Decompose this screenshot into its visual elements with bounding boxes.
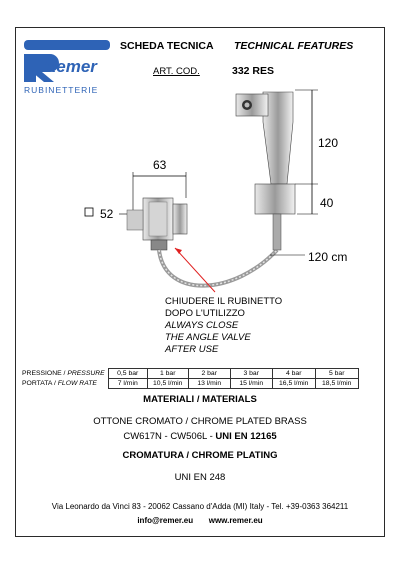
dim-head: 120 [318,136,339,150]
flow-cell: 18,5 l/min [315,379,358,389]
flow-cell: 10,5 l/min [147,379,188,389]
footer-website[interactable]: www.remer.eu [208,516,263,525]
footer-contacts [15,516,385,525]
footer-address: Via Leonardo da Vinci 83 - 20062 Cassano d'Adda (MI) Italy - Tel. +39-0363 364211 [51,502,349,511]
art-code-value: 332 RES [232,65,275,77]
flow-cell: 16,5 l/min [272,379,315,389]
square-symbol-icon [85,208,93,216]
flow-cell: 7 l/min [108,379,147,389]
pressure-cell: 0,5 bar [108,369,147,379]
note-line: DOPO L'UTILIZZO [165,308,245,319]
brand-subtitle: RUBINETTERIE [24,85,99,95]
dim-holder: 40 [320,196,334,210]
pressure-cell: 5 bar [315,369,358,379]
materials-line-1: OTTONE CROMATO / CHROME PLATED BRASS [93,416,307,427]
materials-line-2: CW617N - CW506L - UNI EN 12165 [123,431,277,442]
plating-heading: CROMATURA / CHROME PLATING [122,450,278,461]
hand-shower-drawing [236,92,295,250]
pressure-cell: 3 bar [230,369,272,379]
pressure-cell: 1 bar [147,369,188,379]
usage-note [165,296,282,356]
pressure-cell: 4 bar [272,369,315,379]
dim-width: 63 [153,158,167,172]
pressure-label: PRESSIONE / PRESSURE [22,370,105,377]
pressure-cell: 2 bar [188,369,230,379]
flow-cell: 13 l/min [188,379,230,389]
note-line: CHIUDERE IL RUBINETTO [165,296,283,307]
flow-label: PORTATA / FLOW RATE [22,380,97,387]
technical-drawing [15,80,385,300]
title-italian: SCHEDA TECNICA [120,40,214,52]
note-line: AFTER USE [165,344,219,355]
pressure-flow-table [22,368,359,389]
flow-row [22,379,358,389]
title-english: TECHNICAL FEATURES [234,40,354,52]
materials-heading: MATERIALI / MATERIALS [143,394,257,405]
footer-email[interactable]: info@remer.eu [137,516,194,525]
hose-drawing [159,250,277,286]
holder-drawing [255,184,295,214]
flow-cell: 15 l/min [230,379,272,389]
dim-hose: 120 cm [308,250,348,264]
art-code-label: ART. COD. [153,66,200,77]
brand-name: Remer [44,57,97,76]
angle-valve-drawing [127,198,187,250]
note-line: ALWAYS CLOSE [165,320,239,331]
pressure-row [22,369,358,379]
dim-square: 52 [100,207,114,221]
plating-standard: UNI EN 248 [174,472,226,483]
note-line: THE ANGLE VALVE [165,332,251,343]
